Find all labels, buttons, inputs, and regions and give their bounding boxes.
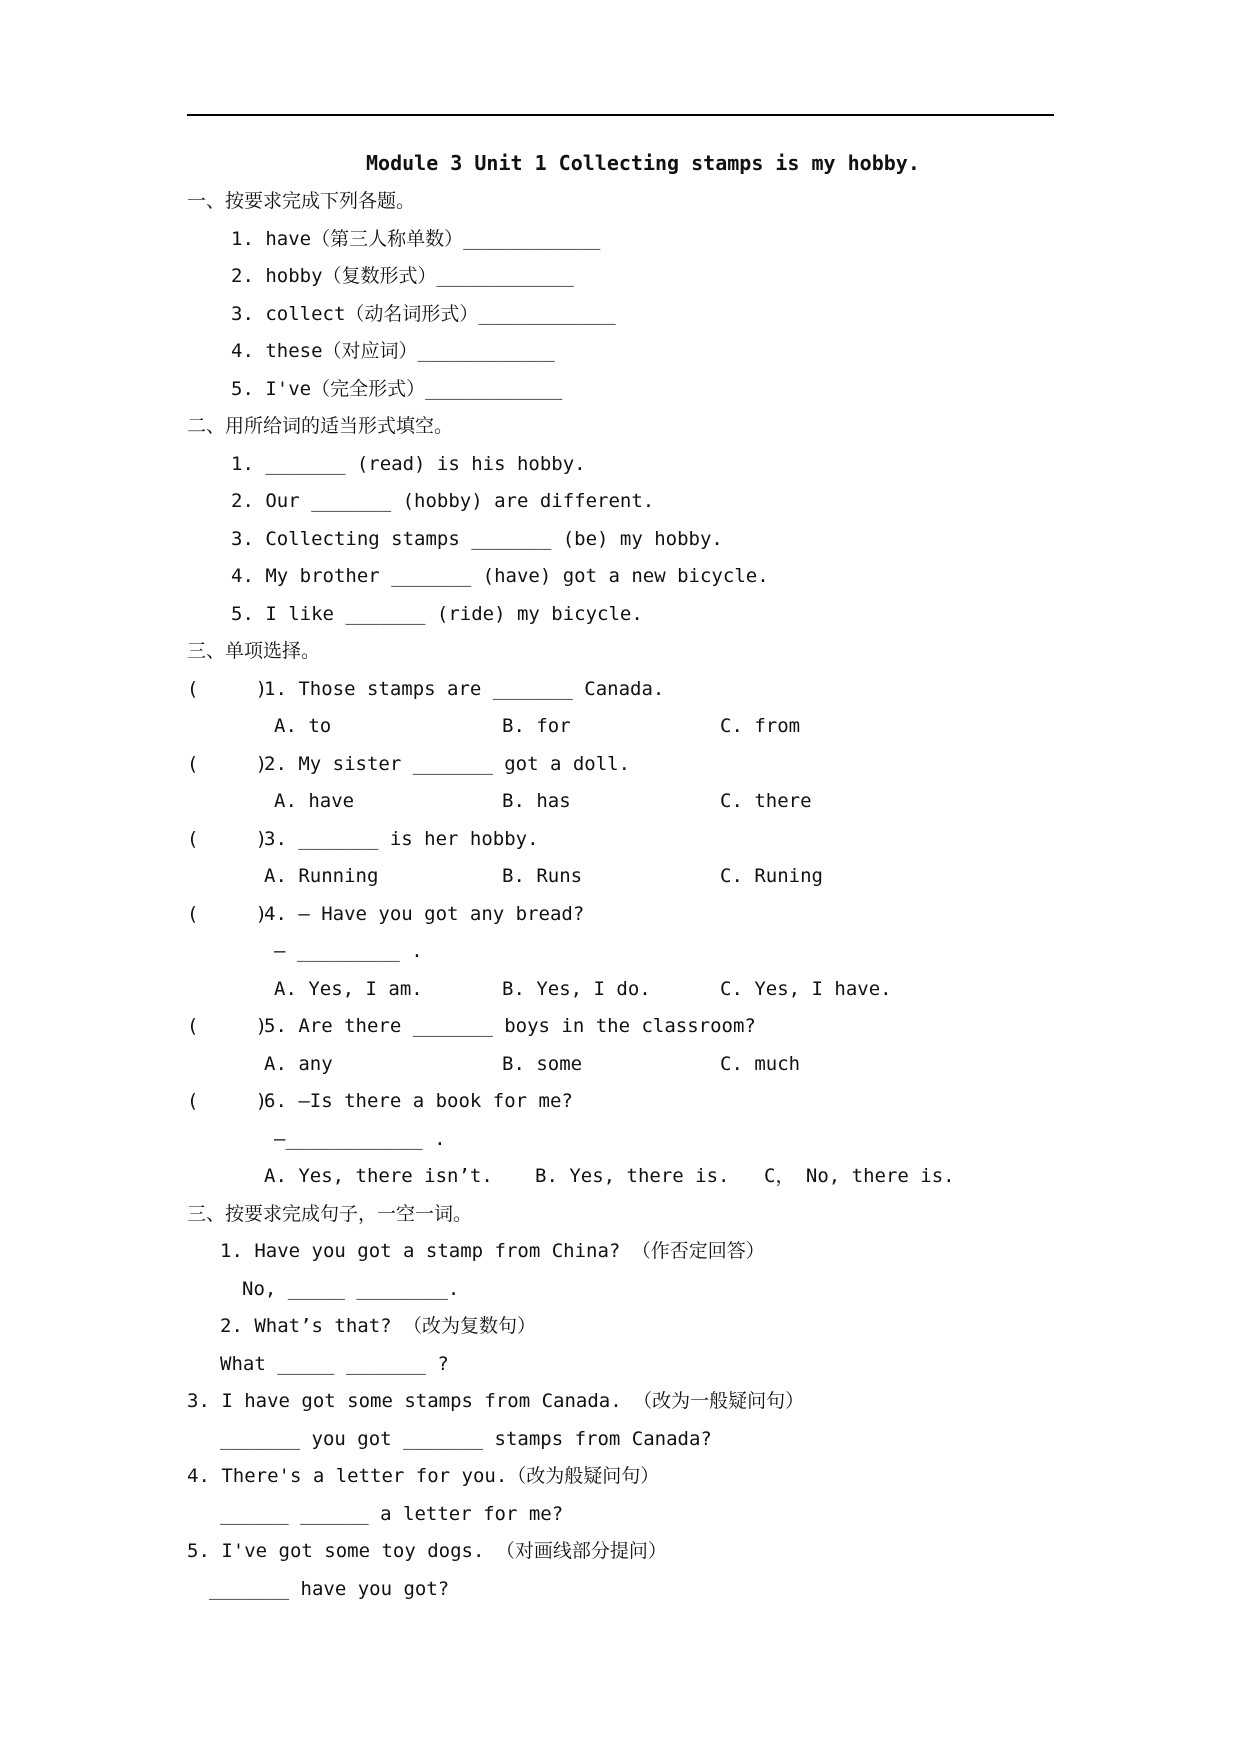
q5-option-a: A. any: [264, 1053, 333, 1075]
section-2-heading: 二、用所给词的适当形式填空。: [187, 415, 454, 437]
q2-option-c: C. there: [720, 790, 812, 812]
q2-option-a: A. have: [274, 790, 355, 812]
section-4-heading: 三、按要求完成句子，一空一词。: [187, 1203, 473, 1225]
s2-item-4: 4. My brother _______ (have) got a new bicycle.: [231, 565, 769, 587]
q2-option-b: B. has: [502, 790, 571, 812]
q4-stem: 4. — Have you got any bread?: [264, 903, 585, 925]
section-3-heading: 三、单项选择。: [187, 640, 321, 662]
s4-line-9: 5. I've got some toy dogs. （对画线部分提问）: [187, 1540, 667, 1562]
s4-line-8: ______ ______ a letter for me?: [220, 1503, 564, 1525]
q3-option-b: B. Runs: [502, 865, 583, 887]
s1-item-1: 1. have（第三人称单数）____________: [231, 228, 601, 250]
answer-paren: ( ): [187, 1090, 268, 1112]
q3-option-a: A. Running: [264, 865, 379, 887]
answer-paren: ( ): [187, 903, 268, 925]
q2-stem: 2. My sister _______ got a doll.: [264, 753, 631, 775]
q5-stem: 5. Are there _______ boys in the classroom?: [264, 1015, 756, 1037]
q1-option-b: B. for: [502, 715, 571, 737]
q1-option-c: C. from: [720, 715, 801, 737]
answer-paren: ( ): [187, 1015, 268, 1037]
s1-item-2: 2. hobby（复数形式）____________: [231, 265, 574, 287]
s4-line-4: What _____ _______ ?: [220, 1353, 449, 1375]
s4-line-2: No, _____ ________.: [242, 1278, 460, 1300]
q4-option-a: A. Yes, I am.: [274, 978, 423, 1000]
s2-item-1: 1. _______ (read) is his hobby.: [231, 453, 586, 475]
page-title: Module 3 Unit 1 Collecting stamps is my hobby.: [366, 151, 920, 175]
s1-item-5: 5. I've（完全形式）____________: [231, 378, 563, 400]
q6-option-b: B. Yes, there is.: [535, 1165, 730, 1187]
answer-paren: ( ): [187, 828, 268, 850]
s4-line-10: _______ have you got?: [209, 1578, 450, 1600]
q3-stem: 3. _______ is her hobby.: [264, 828, 539, 850]
q5-option-b: B. some: [502, 1053, 583, 1075]
q4-reply: — _________ .: [274, 940, 423, 962]
s1-item-4: 4. these（对应词）____________: [231, 340, 555, 362]
q4-option-b: B. Yes, I do.: [502, 978, 651, 1000]
q6-stem: 6. —Is there a book for me?: [264, 1090, 573, 1112]
q4-option-c: C. Yes, I have.: [720, 978, 892, 1000]
s1-item-3: 3. collect（动名词形式）____________: [231, 303, 616, 325]
s4-line-5: 3. I have got some stamps from Canada. （改为一般疑问句）: [187, 1390, 805, 1412]
answer-paren: ( ): [187, 753, 268, 775]
section-1-heading: 一、按要求完成下列各题。: [187, 190, 416, 212]
q6-reply: —____________ .: [274, 1128, 446, 1150]
header-rule: [187, 114, 1054, 116]
q6-option-a: A. Yes, there isn’t.: [264, 1165, 493, 1187]
answer-paren: ( ): [187, 678, 268, 700]
q6-option-c: C， No, there is.: [764, 1165, 955, 1187]
s2-item-5: 5. I like _______ (ride) my bicycle.: [231, 603, 643, 625]
q1-option-a: A. to: [274, 715, 332, 737]
q5-option-c: C. much: [720, 1053, 801, 1075]
q1-stem: 1. Those stamps are _______ Canada.: [264, 678, 665, 700]
s2-item-2: 2. Our _______ (hobby) are different.: [231, 490, 655, 512]
q3-option-c: C. Runing: [720, 865, 823, 887]
s4-line-3: 2. What’s that? （改为复数句）: [220, 1315, 537, 1337]
s2-item-3: 3. Collecting stamps _______ (be) my hobby.: [231, 528, 723, 550]
s4-line-1: 1. Have you got a stamp from China? （作否定回答）: [220, 1240, 765, 1262]
s4-line-6: _______ you got _______ stamps from Canada?: [220, 1428, 712, 1450]
s4-line-7: 4. There's a letter for you.（改为般疑问句）: [187, 1465, 660, 1487]
